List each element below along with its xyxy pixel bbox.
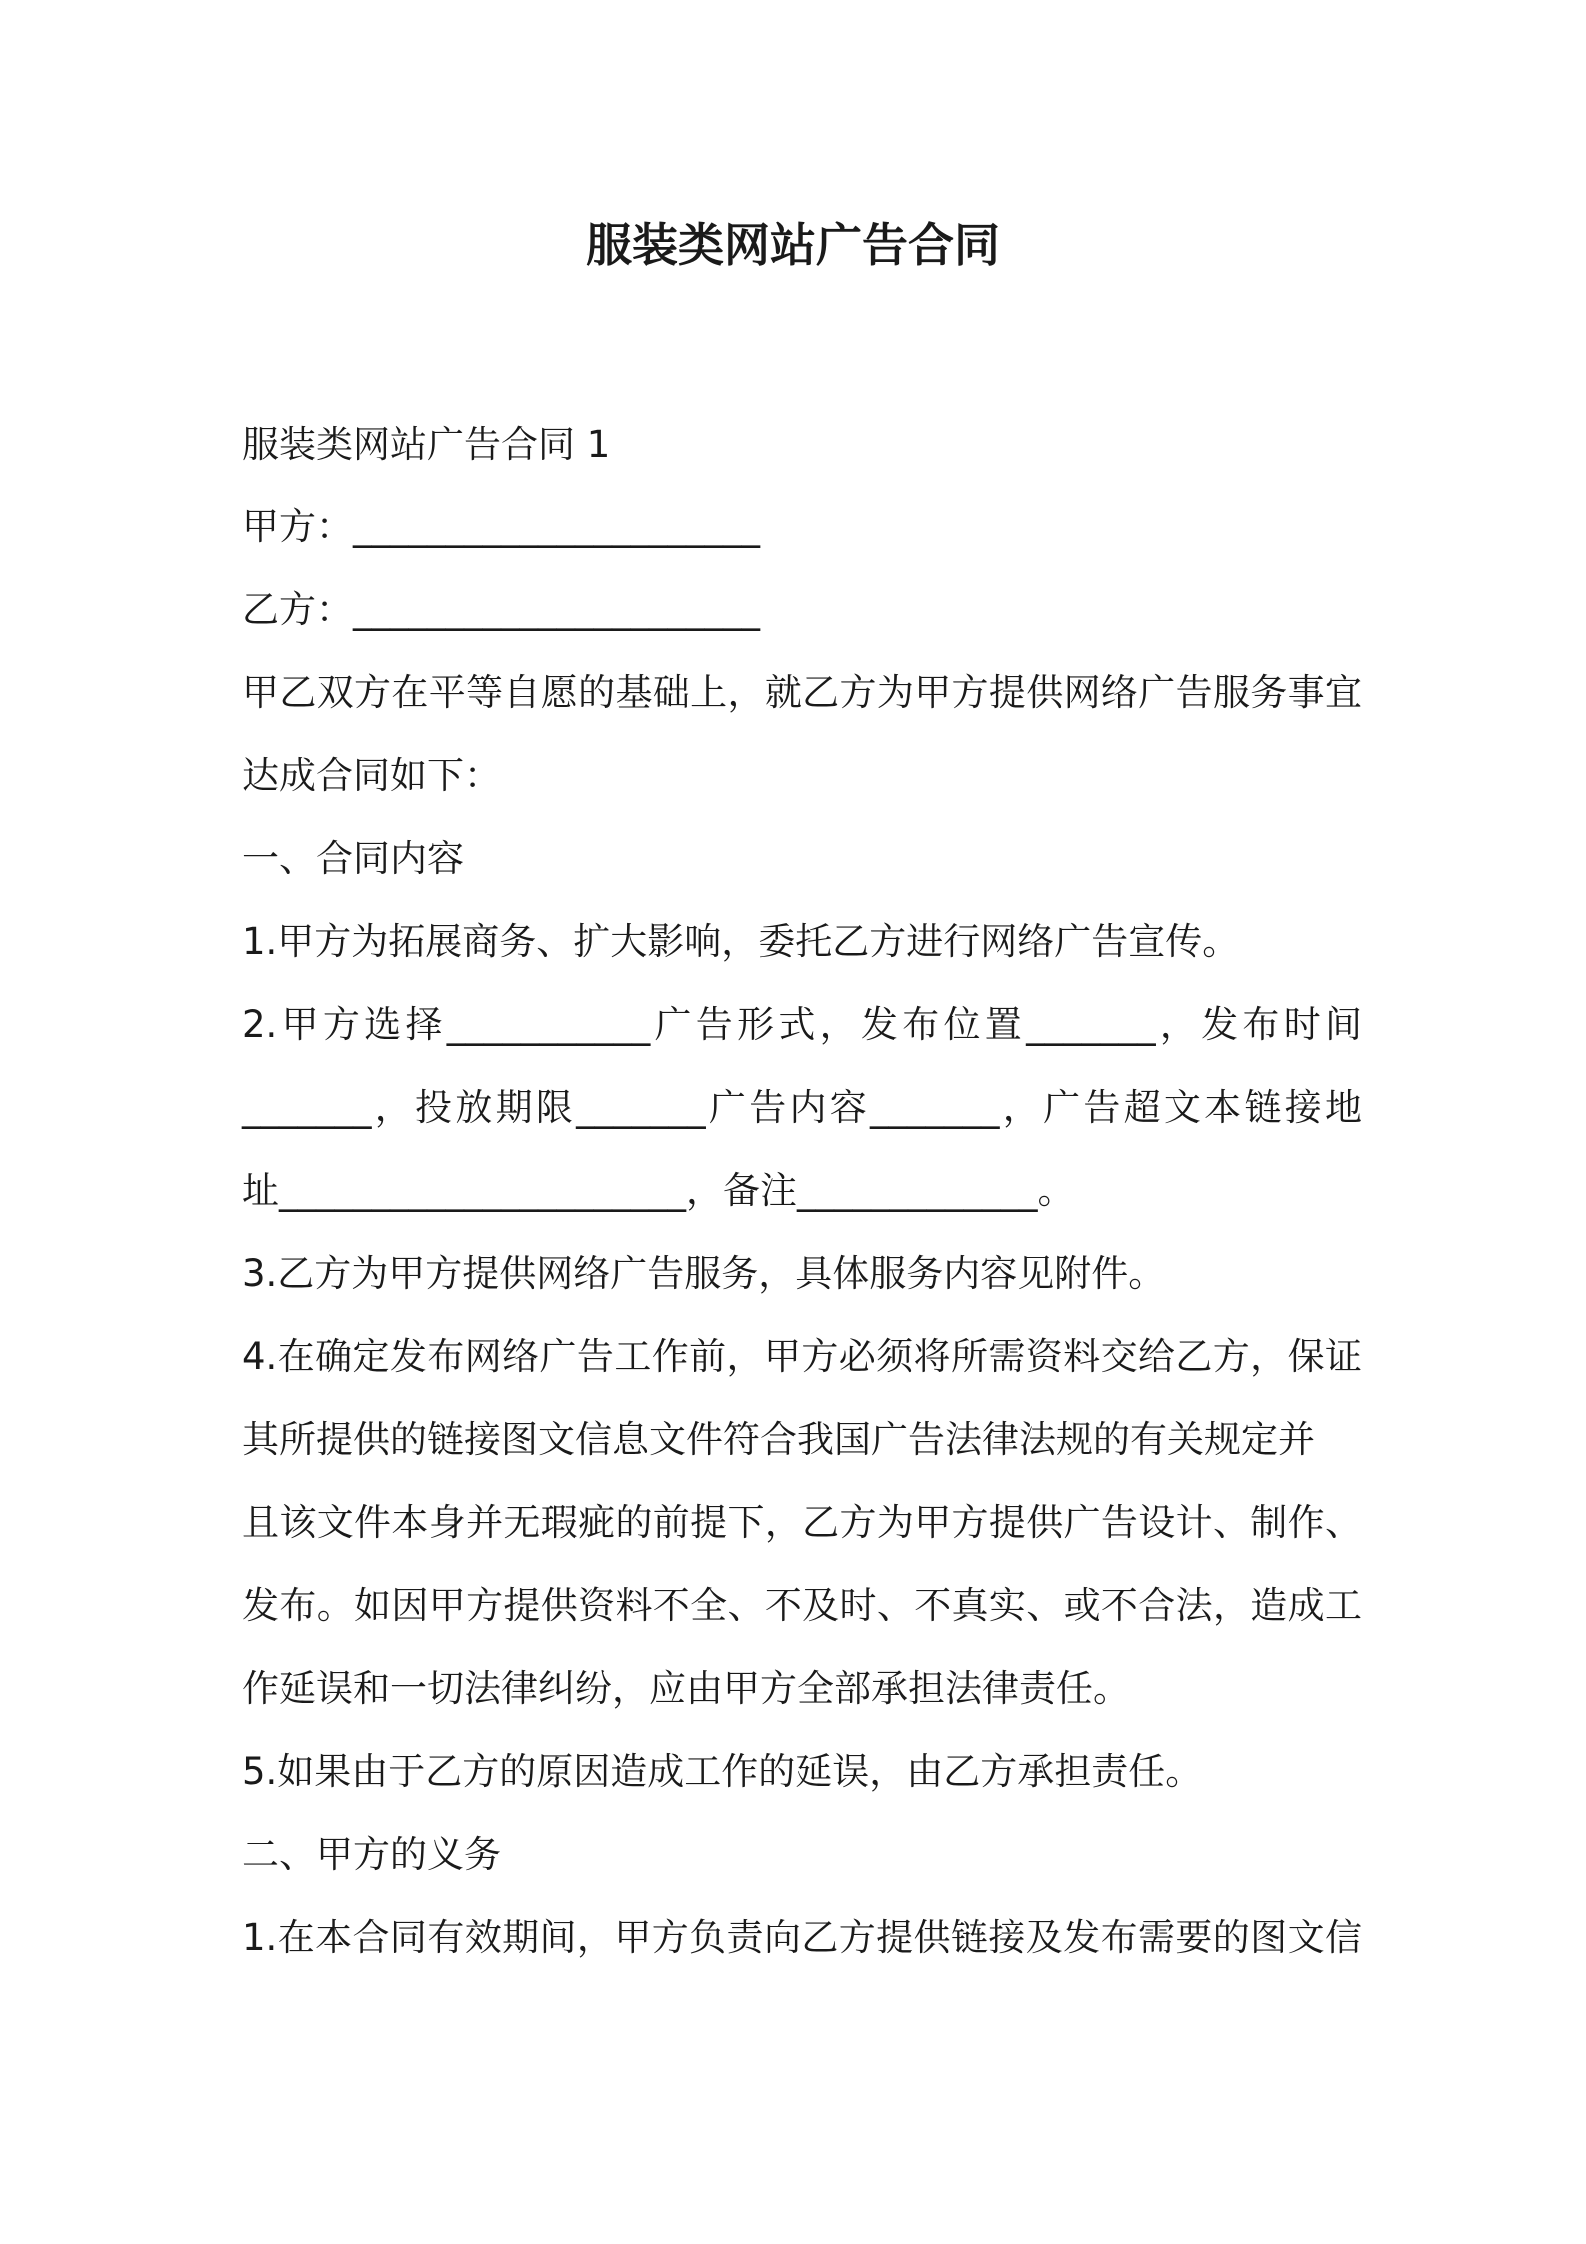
clause-line: 且该文件本身并无瑕疵的前提下，乙方为甲方提供广告设计、制作、 <box>242 1501 1362 1544</box>
preamble-line: 甲乙双方在平等自愿的基础上，就乙方为甲方提供网络广告服务事宜 <box>242 671 1362 714</box>
clause-line: 址______________________，备注_____________。 <box>242 1169 1075 1212</box>
clause-line: 5.如果由于乙方的原因造成工作的延误，由乙方承担责任。 <box>242 1750 1203 1793</box>
clause-line: 3.乙方为甲方提供网络广告服务，具体服务内容见附件。 <box>242 1252 1166 1295</box>
document-title: 服装类网站广告合同 <box>586 218 1000 272</box>
clause-line: 其所提供的链接图文信息文件符合我国广告法律法规的有关规定并 <box>242 1418 1315 1461</box>
clause-line: 作延误和一切法律纠纷，应由甲方全部承担法律责任。 <box>242 1667 1130 1710</box>
contract-subtitle: 服装类网站广告合同 1 <box>242 423 611 466</box>
party-b-line: 乙方：______________________ <box>242 588 760 631</box>
clause-line: 发布。如因甲方提供资料不全、不及时、不真实、或不合法，造成工 <box>242 1584 1362 1627</box>
document-body <box>242 405 1362 1979</box>
clause-line: 4.在确定发布网络广告工作前，甲方必须将所需资料交给乙方，保证 <box>242 1335 1362 1378</box>
section-heading: 二、甲方的义务 <box>242 1833 501 1876</box>
clause-line: _______，投放期限_______广告内容_______，广告超文本链接地 <box>242 1086 1362 1129</box>
clause-line: 2.甲方选择___________广告形式，发布位置_______，发布时间 <box>242 1003 1362 1046</box>
clause-line: 1.甲方为拓展商务、扩大影响，委托乙方进行网络广告宣传。 <box>242 920 1240 963</box>
clause-line: 1.在本合同有效期间，甲方负责向乙方提供链接及发布需要的图文信 <box>242 1916 1362 1959</box>
preamble-line: 达成合同如下： <box>242 754 501 797</box>
party-a-line: 甲方：______________________ <box>242 505 760 548</box>
section-heading: 一、合同内容 <box>242 837 464 880</box>
